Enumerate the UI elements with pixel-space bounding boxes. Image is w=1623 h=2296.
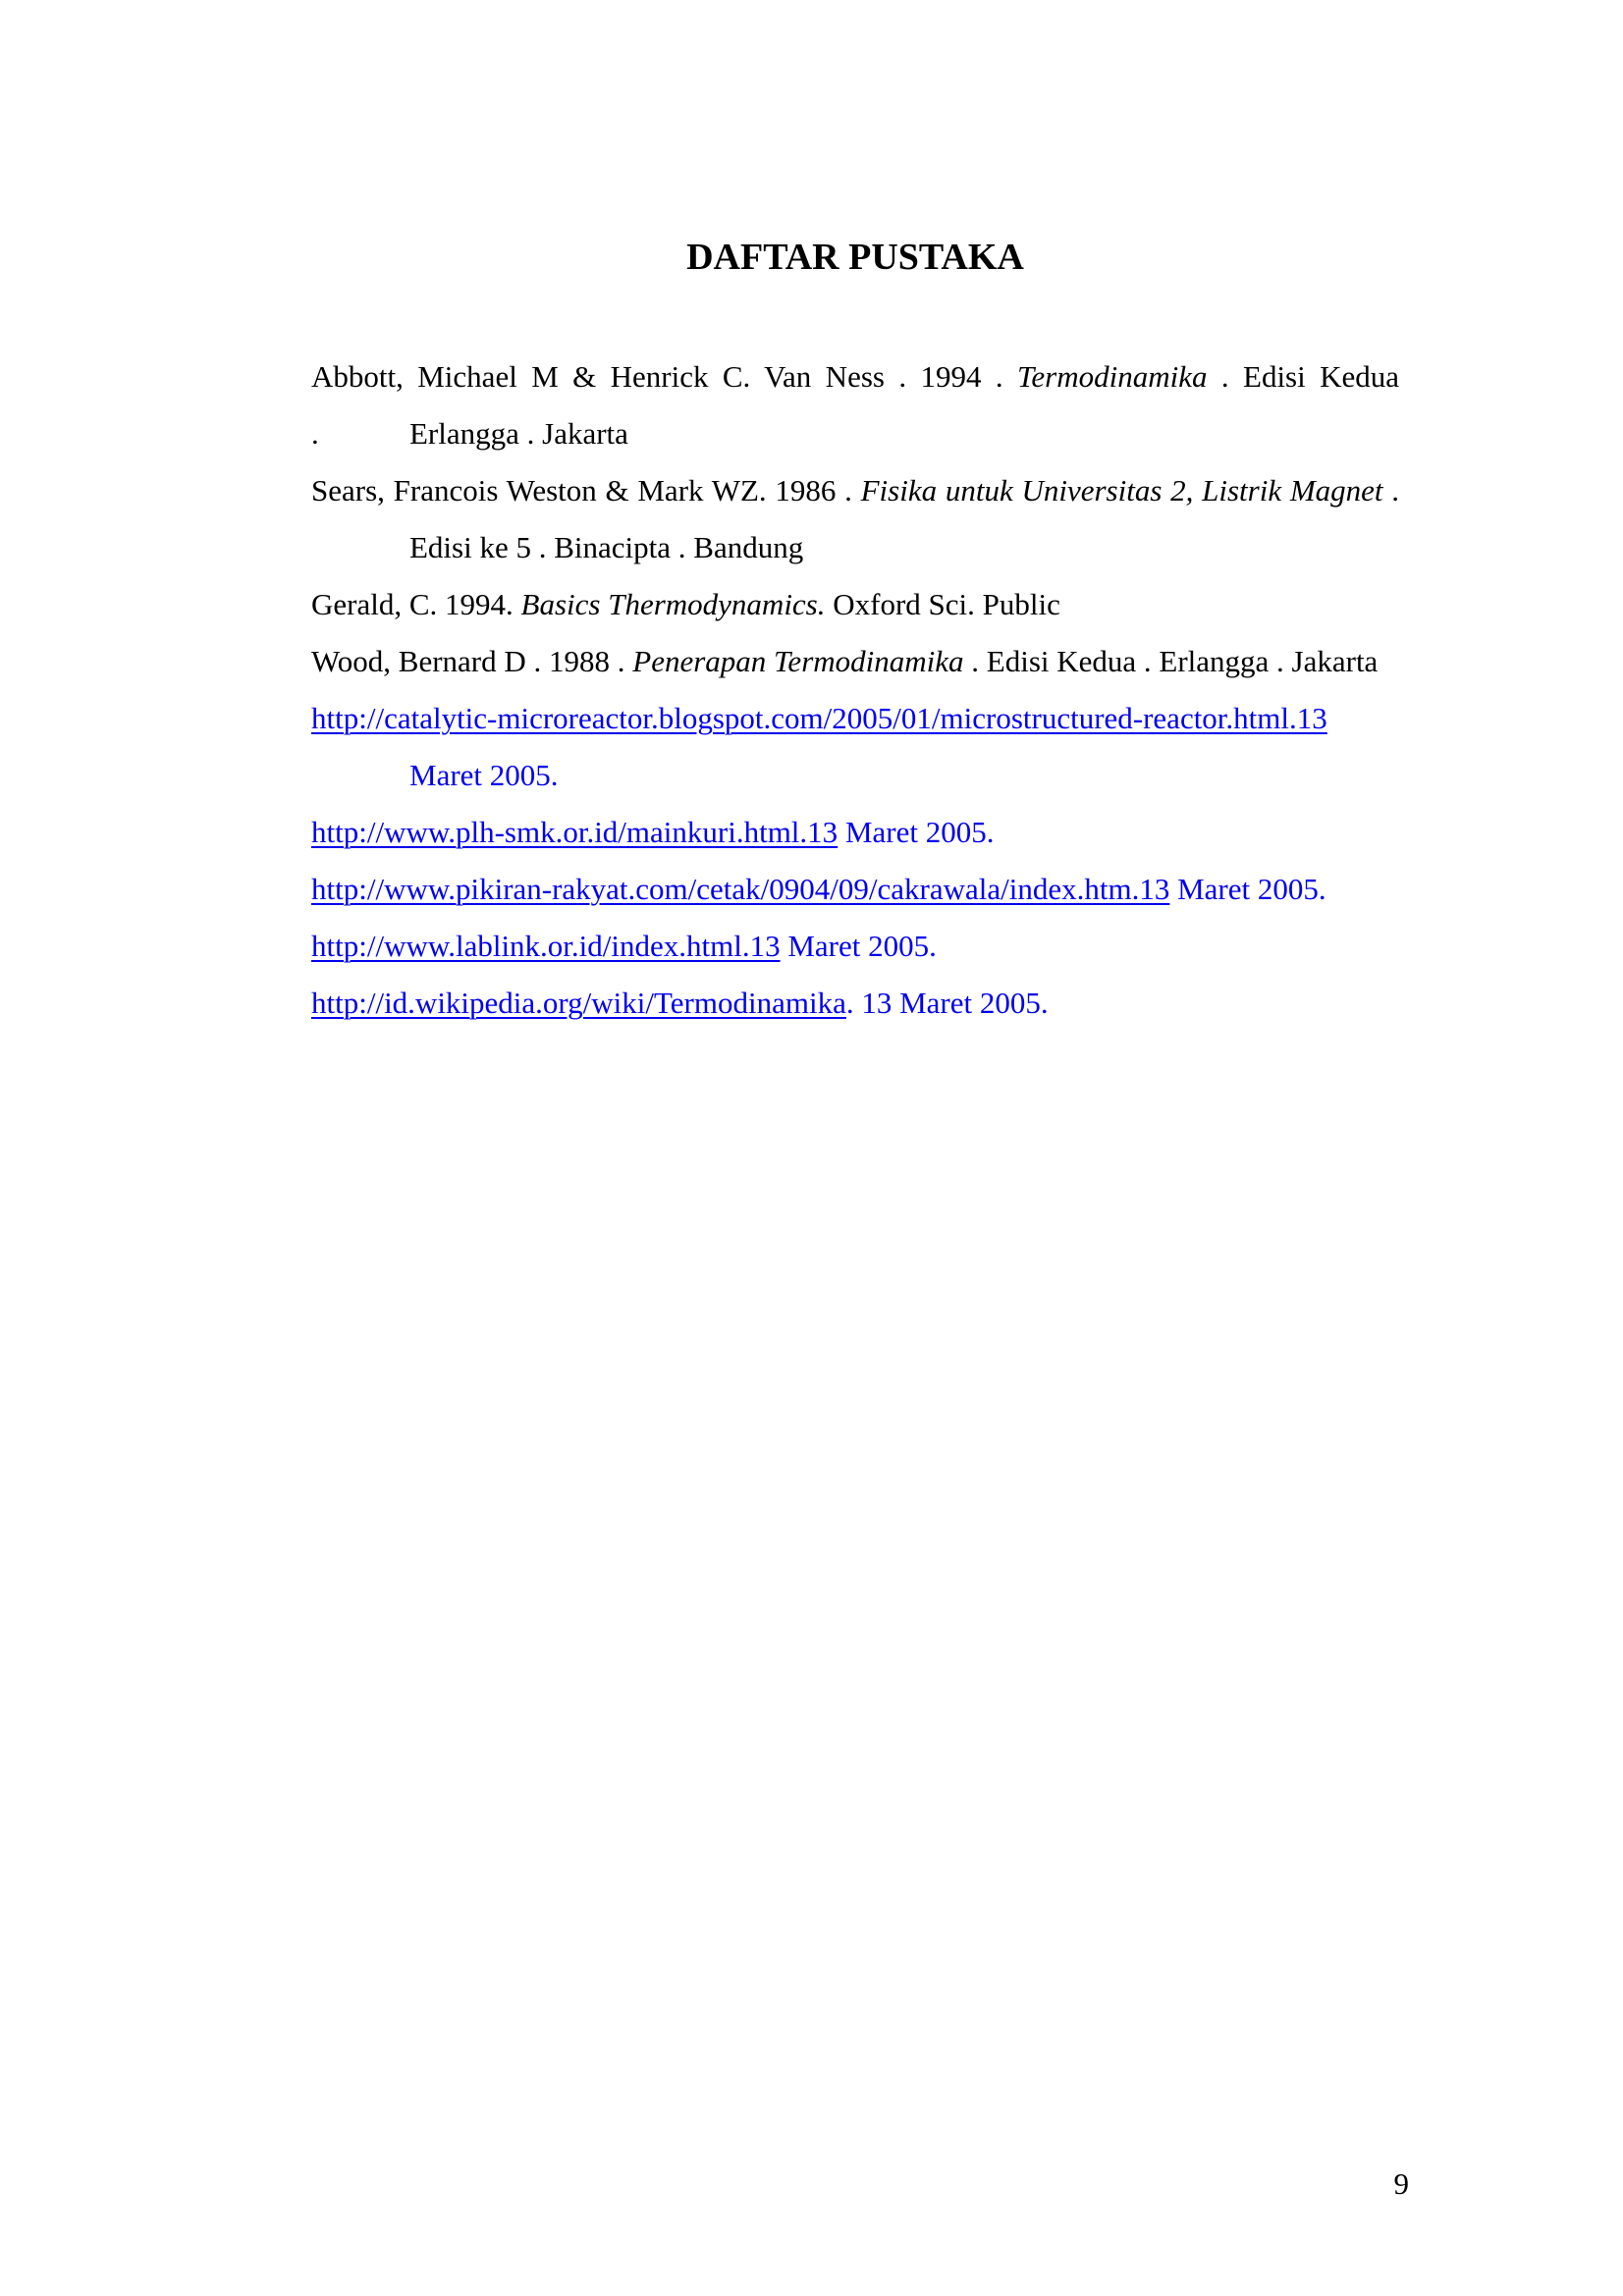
- web-reference-date: Maret 2005.: [844, 815, 995, 849]
- reference-title: Termodinamika: [1017, 359, 1208, 394]
- reference-dot: .: [311, 416, 319, 451]
- reference-details: . Edisi Kedua: [1220, 359, 1400, 394]
- reference-title: Fisika untuk Universitas 2, Listrik Magnet: [860, 473, 1383, 507]
- web-reference-date: . 13 Maret 2005.: [845, 986, 1049, 1020]
- web-reference-lablink: [311, 918, 1399, 975]
- reference-sears: [311, 462, 1399, 576]
- web-reference-link[interactable]: http://www.pikiran-rakyat.com/cetak/0904/09/cakrawala/index.htm.13: [311, 872, 1170, 906]
- web-reference-link[interactable]: http://catalytic-microreactor.blogspot.com/2005/01/microstructured-reactor.html.13: [311, 701, 1327, 735]
- page-title: DAFTAR PUSTAKA: [686, 237, 1024, 278]
- reference-title: Basics Thermodynamics.: [520, 587, 826, 621]
- web-reference-wikipedia: [311, 975, 1399, 1032]
- reference-details: Oxford Sci. Public: [833, 587, 1060, 621]
- web-reference-link[interactable]: http://www.plh-smk.or.id/mainkuri.html.13: [311, 815, 839, 849]
- reference-wood: [311, 633, 1399, 690]
- web-reference-date: Maret 2005.: [409, 758, 559, 792]
- web-reference-catalytic: [311, 690, 1399, 804]
- reference-list: [311, 348, 1399, 1032]
- reference-authors: Abbott, Michael M & Henrick C. Van Ness . 1994 .: [311, 359, 1003, 394]
- reference-second-line: [311, 405, 1399, 462]
- web-reference-link[interactable]: http://id.wikipedia.org/wiki/Termodinamika: [311, 986, 846, 1020]
- reference-authors: Gerald, C. 1994.: [311, 587, 514, 621]
- reference-publisher: Erlangga . Jakarta: [409, 416, 628, 451]
- web-reference-date: Maret 2005.: [1177, 872, 1326, 906]
- reference-abbott: [311, 348, 1399, 462]
- web-reference-pikiran-rakyat: [311, 861, 1399, 918]
- reference-title: Penerapan Termodinamika: [632, 644, 964, 678]
- web-reference-link[interactable]: http://www.lablink.or.id/index.html.13: [311, 929, 781, 963]
- reference-first-line: [311, 348, 1399, 405]
- reference-authors: Wood, Bernard D . 1988 .: [311, 644, 625, 678]
- reference-details: . Edisi ke 5 . Binacipta . Bandung: [409, 473, 1400, 564]
- reference-authors: Sears, Francois Weston & Mark WZ. 1986 .: [311, 473, 852, 507]
- reference-gerald: [311, 576, 1399, 633]
- page-number: 9: [1393, 2166, 1409, 2201]
- web-reference-plh: [311, 804, 1399, 861]
- web-reference-date: Maret 2005.: [787, 929, 937, 963]
- reference-details: . Edisi Kedua . Erlangga . Jakarta: [971, 644, 1379, 678]
